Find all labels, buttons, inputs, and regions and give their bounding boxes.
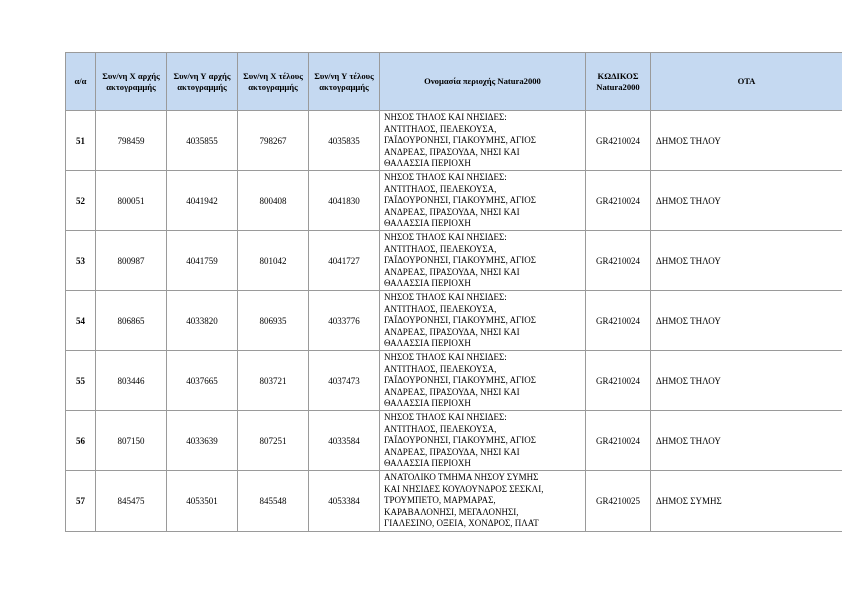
cell-code: GR4210024: [586, 411, 651, 471]
table-row: [66, 291, 842, 351]
cell-x-start: 807150: [96, 411, 167, 471]
cell-area-name: ΝΗΣΟΣ ΤΗΛΟΣ ΚΑΙ ΝΗΣΙΔΕΣ: ΑΝΤΙΤΗΛΟΣ, ΠΕΛΕΚΟΥΣΑ, ΓΑΪΔΟΥΡΟΝΗΣΙ, ΓΙΑΚΟΥΜΗΣ, ΑΓΙΟΣ ΑΝΔΡΕΑΣ, ΠΡΑΣΟΥΔΑ, ΝΗΣΙ ΚΑΙ ΘΑΛΑΣΣΙΑ ΠΕΡΙΟΧΗ: [380, 231, 586, 291]
cell-code: GR4210024: [586, 171, 651, 231]
table-body: [66, 111, 842, 532]
cell-area-name: ΑΝΑΤΟΛΙΚΟ ΤΜΗΜΑ ΝΗΣΟΥ ΣΥΜΗΣ ΚΑΙ ΝΗΣΙΔΕΣ ΚΟΥΛΟΥΝΔΡΟΣ ΣΕΣΚΛΙ, ΤΡΟΥΜΠΕΤΟ, ΜΑΡΜΑΡΑΣ, ΚΑΡΑΒΑΛΟΝΗΣΙ, ΜΕΓΑΛΟΝΗΣΙ, ΓΙΑΛΕΣΙΝΟ, ΟΞΕΙΑ, ΧΟΝΔΡΟΣ, ΠΛΑΤ: [380, 471, 586, 532]
cell-code: GR4210024: [586, 231, 651, 291]
cell-ota: ΔΗΜΟΣ ΤΗΛΟΥ: [651, 411, 842, 471]
cell-y-start: 4041759: [167, 231, 238, 291]
cell-y-end: 4037473: [309, 351, 380, 411]
cell-y-start: 4041942: [167, 171, 238, 231]
cell-aa: 51: [66, 111, 96, 171]
cell-x-end: 801042: [238, 231, 309, 291]
header-code: ΚΩΔΙΚΟΣ Natura2000: [586, 53, 651, 111]
cell-x-end: 807251: [238, 411, 309, 471]
header-y-start: Συν/νη Υ αρχής ακτογραμμής: [167, 53, 238, 111]
cell-aa: 56: [66, 411, 96, 471]
cell-ota: ΔΗΜΟΣ ΤΗΛΟΥ: [651, 351, 842, 411]
cell-aa: 55: [66, 351, 96, 411]
cell-y-start: 4035855: [167, 111, 238, 171]
cell-y-end: 4053384: [309, 471, 380, 532]
cell-aa: 57: [66, 471, 96, 532]
cell-ota: ΔΗΜΟΣ ΤΗΛΟΥ: [651, 171, 842, 231]
cell-code: GR4210024: [586, 111, 651, 171]
cell-ota: ΔΗΜΟΣ ΤΗΛΟΥ: [651, 231, 842, 291]
cell-code: GR4210024: [586, 351, 651, 411]
cell-x-start: 803446: [96, 351, 167, 411]
table-row: [66, 111, 842, 171]
table-row: [66, 411, 842, 471]
cell-aa: 52: [66, 171, 96, 231]
cell-code: GR4210024: [586, 291, 651, 351]
cell-area-name: ΝΗΣΟΣ ΤΗΛΟΣ ΚΑΙ ΝΗΣΙΔΕΣ: ΑΝΤΙΤΗΛΟΣ, ΠΕΛΕΚΟΥΣΑ, ΓΑΪΔΟΥΡΟΝΗΣΙ, ΓΙΑΚΟΥΜΗΣ, ΑΓΙΟΣ ΑΝΔΡΕΑΣ, ΠΡΑΣΟΥΔΑ, ΝΗΣΙ ΚΑΙ ΘΑΛΑΣΣΙΑ ΠΕΡΙΟΧΗ: [380, 411, 586, 471]
table-row: [66, 471, 842, 532]
cell-x-start: 806865: [96, 291, 167, 351]
header-y-end: Συν/νη Υ τέλους ακτογραμμής: [309, 53, 380, 111]
cell-x-end: 803721: [238, 351, 309, 411]
cell-y-start: 4033639: [167, 411, 238, 471]
cell-aa: 54: [66, 291, 96, 351]
cell-area-name: ΝΗΣΟΣ ΤΗΛΟΣ ΚΑΙ ΝΗΣΙΔΕΣ: ΑΝΤΙΤΗΛΟΣ, ΠΕΛΕΚΟΥΣΑ, ΓΑΪΔΟΥΡΟΝΗΣΙ, ΓΙΑΚΟΥΜΗΣ, ΑΓΙΟΣ ΑΝΔΡΕΑΣ, ΠΡΑΣΟΥΔΑ, ΝΗΣΙ ΚΑΙ ΘΑΛΑΣΣΙΑ ΠΕΡΙΟΧΗ: [380, 111, 586, 171]
header-x-start: Συν/νη Χ αρχής ακτογραμμής: [96, 53, 167, 111]
cell-y-start: 4053501: [167, 471, 238, 532]
cell-x-end: 800408: [238, 171, 309, 231]
cell-aa: 53: [66, 231, 96, 291]
cell-y-end: 4033776: [309, 291, 380, 351]
header-ota: ΟΤΑ: [651, 53, 842, 111]
cell-x-end: 845548: [238, 471, 309, 532]
cell-ota: ΔΗΜΟΣ ΣΥΜΗΣ: [651, 471, 842, 532]
cell-x-start: 800987: [96, 231, 167, 291]
cell-y-end: 4041727: [309, 231, 380, 291]
table-row: [66, 351, 842, 411]
cell-x-start: 798459: [96, 111, 167, 171]
cell-x-end: 806935: [238, 291, 309, 351]
cell-area-name: ΝΗΣΟΣ ΤΗΛΟΣ ΚΑΙ ΝΗΣΙΔΕΣ: ΑΝΤΙΤΗΛΟΣ, ΠΕΛΕΚΟΥΣΑ, ΓΑΪΔΟΥΡΟΝΗΣΙ, ΓΙΑΚΟΥΜΗΣ, ΑΓΙΟΣ ΑΝΔΡΕΑΣ, ΠΡΑΣΟΥΔΑ, ΝΗΣΙ ΚΑΙ ΘΑΛΑΣΣΙΑ ΠΕΡΙΟΧΗ: [380, 351, 586, 411]
cell-ota: ΔΗΜΟΣ ΤΗΛΟΥ: [651, 111, 842, 171]
cell-code: GR4210025: [586, 471, 651, 532]
header-row: [66, 53, 842, 111]
cell-y-start: 4037665: [167, 351, 238, 411]
cell-y-end: 4033584: [309, 411, 380, 471]
cell-x-end: 798267: [238, 111, 309, 171]
header-x-end: Συν/νη Χ τέλους ακτογραμμής: [238, 53, 309, 111]
cell-y-start: 4033820: [167, 291, 238, 351]
table-row: [66, 231, 842, 291]
header-aa: α/α: [66, 53, 96, 111]
cell-area-name: ΝΗΣΟΣ ΤΗΛΟΣ ΚΑΙ ΝΗΣΙΔΕΣ: ΑΝΤΙΤΗΛΟΣ, ΠΕΛΕΚΟΥΣΑ, ΓΑΪΔΟΥΡΟΝΗΣΙ, ΓΙΑΚΟΥΜΗΣ, ΑΓΙΟΣ ΑΝΔΡΕΑΣ, ΠΡΑΣΟΥΔΑ, ΝΗΣΙ ΚΑΙ ΘΑΛΑΣΣΙΑ ΠΕΡΙΟΧΗ: [380, 171, 586, 231]
cell-ota: ΔΗΜΟΣ ΤΗΛΟΥ: [651, 291, 842, 351]
coastline-table: [65, 52, 842, 532]
table-row: [66, 171, 842, 231]
cell-y-end: 4035835: [309, 111, 380, 171]
cell-x-start: 845475: [96, 471, 167, 532]
cell-area-name: ΝΗΣΟΣ ΤΗΛΟΣ ΚΑΙ ΝΗΣΙΔΕΣ: ΑΝΤΙΤΗΛΟΣ, ΠΕΛΕΚΟΥΣΑ, ΓΑΪΔΟΥΡΟΝΗΣΙ, ΓΙΑΚΟΥΜΗΣ, ΑΓΙΟΣ ΑΝΔΡΕΑΣ, ΠΡΑΣΟΥΔΑ, ΝΗΣΙ ΚΑΙ ΘΑΛΑΣΣΙΑ ΠΕΡΙΟΧΗ: [380, 291, 586, 351]
cell-y-end: 4041830: [309, 171, 380, 231]
header-area-name: Ονομασία περιοχής Natura2000: [380, 53, 586, 111]
table-header: [66, 53, 842, 111]
cell-x-start: 800051: [96, 171, 167, 231]
